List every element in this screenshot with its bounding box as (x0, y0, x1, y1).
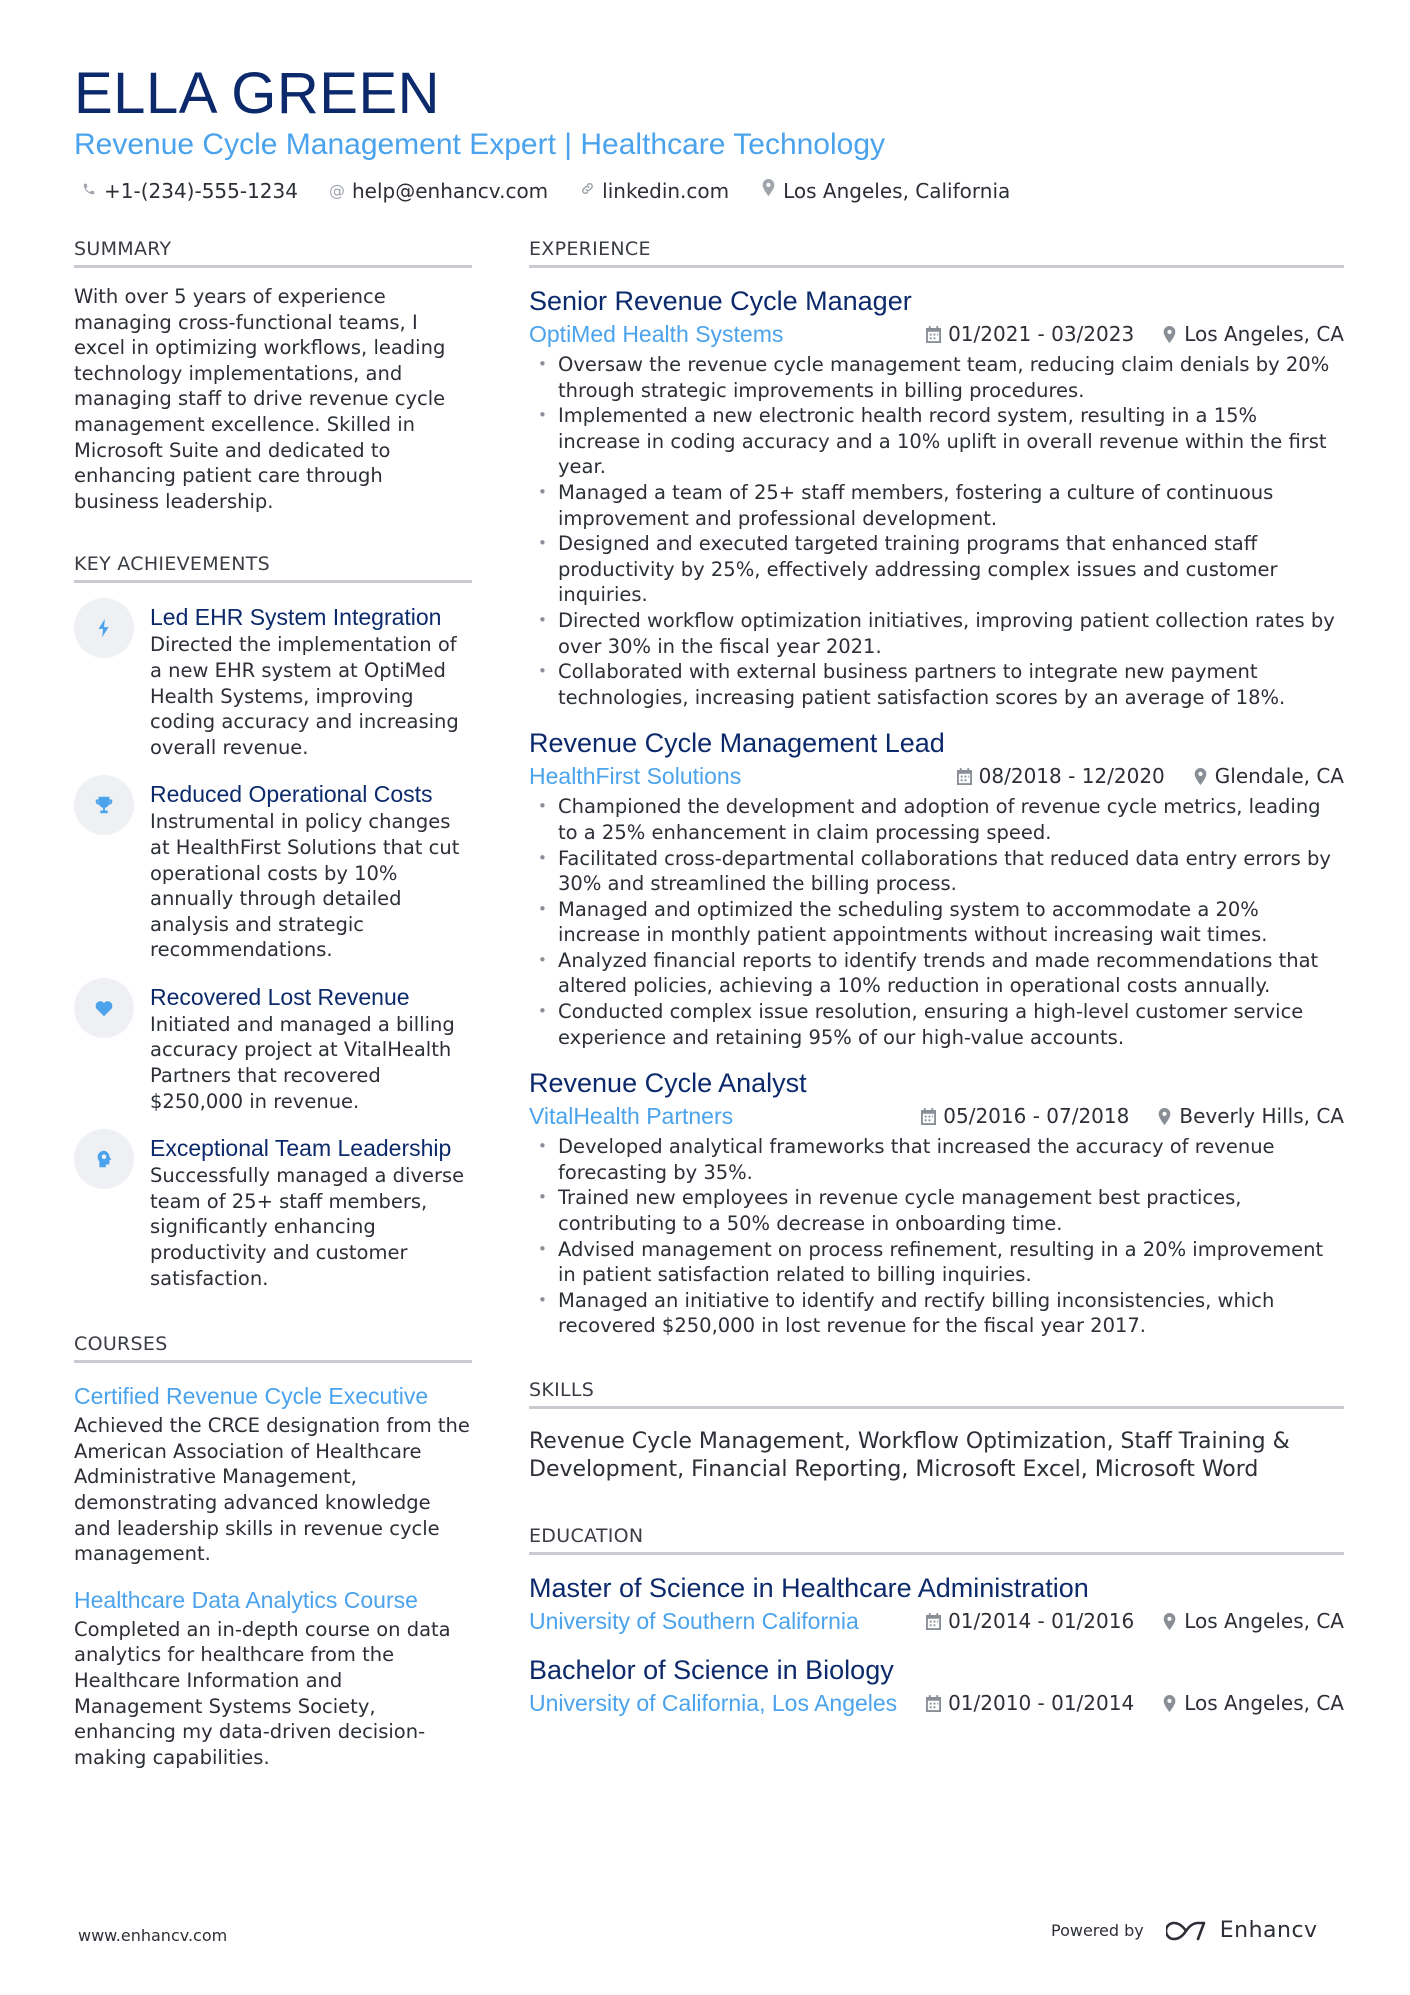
infinity-logo-icon (1166, 1919, 1212, 1943)
job-entry (529, 284, 1344, 710)
calendar-icon (926, 1695, 941, 1712)
courses-section (74, 1331, 472, 1770)
course-title: Certified Revenue Cycle Executive (74, 1383, 429, 1410)
job-location: Beverly Hills, CA (1179, 1104, 1344, 1129)
linkedin-text: linkedin.com (602, 179, 730, 203)
calendar-icon (957, 768, 972, 785)
job-bullets (529, 794, 1344, 1050)
location-pin-icon (1193, 768, 1208, 785)
degree-title: Master of Science in Healthcare Administration (529, 1573, 1089, 1603)
job-entry (529, 1066, 1344, 1339)
course-desc: Achieved the CRCE designation from the American Association of Healthcare Administrative Management, demonstrating advanced knowledge and leadership skills in revenue cycle management. (74, 1414, 470, 1566)
bullet-item: • Collaborated with external business partners to integrate new payment technologies, increasing patient satisfaction scores by an average of 18%. (538, 660, 1286, 709)
school-name: University of Southern California (529, 1608, 859, 1634)
head-icon (74, 1129, 134, 1189)
bullet-item: • Advised management on process refinement, resulting in a 20% improvement in patient satisfaction related to billing inquiries. (538, 1237, 1324, 1287)
achievement-title: Led EHR System Integration (150, 604, 442, 631)
contact-linkedin[interactable] (578, 176, 729, 206)
location-pin-icon (1162, 1695, 1177, 1712)
course-item (74, 1585, 472, 1771)
bullet-item: • Championed the development and adoption of revenue cycle metrics, leading to a 25% enhancement in claim processing speed. (538, 795, 1321, 844)
course-item (74, 1381, 472, 1567)
location-pin-icon (1162, 1613, 1177, 1630)
powered-by-label: Powered by (1051, 1921, 1144, 1940)
bullet-item: • Facilitated cross-departmental collaborations that reduced data entry errors by 30% and streamlined the billing process. (538, 846, 1331, 896)
achievement-desc: Initiated and managed a billing accuracy project at VitalHealth Partners that recovered $250,000 in revenue. (150, 1012, 455, 1113)
edu-location: Los Angeles, CA (1184, 1609, 1344, 1633)
achievement-title: Reduced Operational Costs (150, 781, 433, 808)
achievement-desc: Successfully managed a diverse team of 25+ staff members, significantly enhancing productivity and customer satisfaction. (150, 1164, 465, 1290)
right-column (529, 236, 1344, 1719)
skills-section (529, 1377, 1344, 1484)
job-entry (529, 726, 1344, 1050)
candidate-name: ELLA GREEN (74, 61, 441, 126)
experience-section (529, 236, 1344, 1339)
calendar-icon (921, 1108, 936, 1125)
location-text: Los Angeles, California (783, 179, 1011, 203)
enhancv-logo[interactable] (1166, 1918, 1318, 1943)
contact-email[interactable] (328, 176, 548, 206)
achievement-item (74, 1133, 472, 1291)
achievement-item (74, 602, 472, 760)
trophy-icon (74, 775, 134, 835)
bullet-item: • Managed a team of 25+ staff members, fostering a culture of continuous improvement and professional development. (538, 480, 1274, 530)
edu-dates: 01/2014 - 01/2016 (948, 1609, 1135, 1633)
bullet-item: • Designed and executed targeted training programs that enhanced staff productivity by 25%, effectively addressing complex issues and customer inquiries. (538, 532, 1278, 607)
phone-icon (80, 176, 98, 206)
achievement-title: Recovered Lost Revenue (150, 983, 410, 1010)
edu-dates: 01/2010 - 01/2014 (948, 1691, 1135, 1715)
degree-title: Bachelor of Science in Biology (529, 1655, 894, 1685)
job-bullets (529, 352, 1344, 710)
link-icon (578, 176, 596, 206)
bullet-item: • Conducted complex issue resolution, ensuring a high-level customer service experience and retaining 95% of our high-value accounts. (538, 1000, 1304, 1049)
calendar-icon (926, 1613, 941, 1630)
email-text: help@enhancv.com (351, 179, 549, 203)
job-location: Glendale, CA (1214, 764, 1344, 789)
skills-heading: SKILLS (529, 1377, 1344, 1409)
education-heading: EDUCATION (529, 1523, 1344, 1555)
bullet-item: • Developed analytical frameworks that increased the accuracy of revenue forecasting by 35%. (538, 1135, 1275, 1184)
job-title: Senior Revenue Cycle Manager (529, 286, 912, 316)
education-section (529, 1523, 1344, 1719)
footer-branding (1051, 1918, 1318, 1943)
footer-website[interactable]: www.enhancv.com (78, 1926, 228, 1945)
bullet-item: • Managed an initiative to identify and rectify billing inconsistencies, which recovered $250,000 in lost revenue for the fiscal year 2017. (538, 1288, 1275, 1338)
job-title: Revenue Cycle Analyst (529, 1068, 807, 1099)
bullet-item: • Implemented a new electronic health record system, resulting in a 15% increase in coding accuracy and a 10% uplift in overall revenue within the first year. (538, 404, 1327, 479)
contact-phone[interactable] (80, 176, 298, 206)
headline: Revenue Cycle Management Expert | Healthcare Technology (74, 128, 886, 161)
company-name: HealthFirst Solutions (529, 763, 742, 790)
achievements-section (74, 551, 472, 1291)
contact-location (759, 176, 1010, 206)
company-name: OptiMed Health Systems (529, 321, 784, 347)
skills-text: Revenue Cycle Management, Workflow Optimization, Staff Training & Development, Financial Reporting, Microsoft Excel, Microsoft Word (529, 1429, 1290, 1482)
education-entry (529, 1653, 1344, 1719)
bullet-item: • Trained new employees in revenue cycle management best practices, contributing to a 50% decrease in onboarding time. (538, 1186, 1242, 1236)
education-entry (529, 1571, 1344, 1637)
job-title: Revenue Cycle Management Lead (529, 728, 945, 759)
job-dates: 01/2021 - 03/2023 (948, 322, 1135, 346)
courses-heading: COURSES (74, 1331, 472, 1363)
summary-section (74, 236, 472, 514)
achievement-desc: Directed the implementation of a new EHR system at OptiMed Health Systems, improving coding accuracy and increasing overall revenue. (150, 633, 459, 759)
calendar-icon (926, 326, 941, 343)
experience-heading: EXPERIENCE (529, 236, 1344, 268)
summary-heading: SUMMARY (74, 236, 472, 268)
location-pin-icon (759, 176, 777, 206)
job-bullets (529, 1134, 1344, 1339)
job-dates: 05/2016 - 07/2018 (943, 1104, 1130, 1129)
left-column (74, 236, 472, 1770)
achievement-title: Exceptional Team Leadership (150, 1135, 452, 1162)
job-dates: 08/2018 - 12/2020 (978, 764, 1165, 789)
bullet-item: • Analyzed financial reports to identify trends and made recommendations that altered policies, achieving a 10% reduction in operational costs annually. (538, 948, 1319, 998)
contact-bar (80, 176, 1010, 206)
bullet-item: • Directed workflow optimization initiatives, improving patient collection rates by over 30% in the fiscal year 2021. (538, 608, 1335, 658)
location-pin-icon (1157, 1108, 1172, 1125)
achievements-heading: KEY ACHIEVEMENTS (74, 551, 472, 583)
bolt-icon (74, 598, 134, 658)
course-desc: Completed an in-depth course on data analytics for healthcare from the Healthcare Information and Management Systems Society, enhancing my data-driven decision-making capabilities. (74, 1617, 451, 1769)
achievement-item (74, 982, 472, 1114)
location-pin-icon (1162, 326, 1177, 343)
course-title: Healthcare Data Analytics Course (74, 1586, 418, 1613)
achievement-desc: Instrumental in policy changes at HealthFirst Solutions that cut operational costs by 10% annually through detailed analysis and strategic recommendations. (150, 810, 460, 962)
bullet-item: • Managed and optimized the scheduling system to accommodate a 20% increase in monthly patient appointments without increasing wait times. (538, 897, 1268, 947)
company-name: VitalHealth Partners (529, 1103, 734, 1130)
achievement-item (74, 779, 472, 963)
brand-name: Enhancv (1219, 1918, 1318, 1943)
edu-location: Los Angeles, CA (1184, 1691, 1344, 1715)
phone-text: +1-(234)-555-1234 (104, 179, 298, 203)
heart-icon (74, 978, 134, 1038)
school-name: University of California, Los Angeles (529, 1690, 898, 1716)
job-location: Los Angeles, CA (1184, 322, 1344, 346)
at-icon: @ (328, 181, 345, 200)
summary-text: With over 5 years of experience managing cross-functional teams, I excel in optimizing workflows, leading technology implementations, and managing staff to drive revenue cycle management excellence. Skilled in Microsoft Suite and dedicated to enhancing patient care through business leadership. (74, 285, 446, 513)
bullet-item: • Oversaw the revenue cycle management team, reducing claim denials by 20% through strategic improvements in billing procedures. (538, 353, 1330, 402)
